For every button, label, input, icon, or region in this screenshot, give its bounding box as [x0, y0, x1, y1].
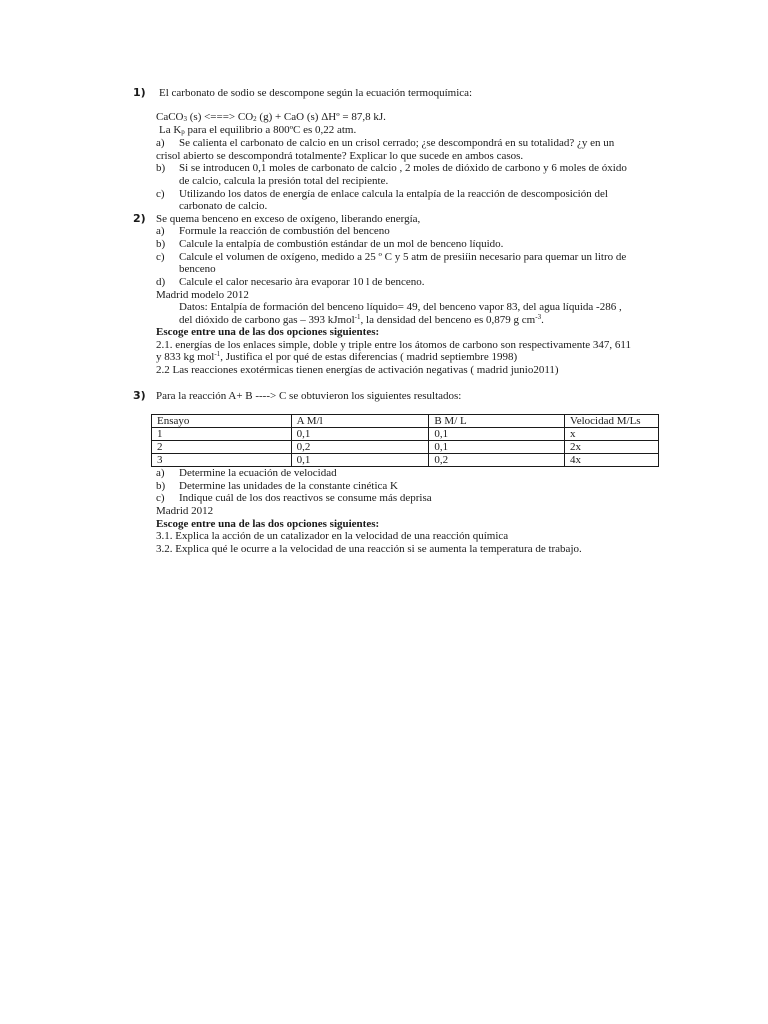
question-1-number: 1) [133, 86, 146, 99]
table-cell: 2x [565, 441, 659, 454]
item-text: Si se introducen 0,1 moles de carbonato de calcio , 2 moles de dióxido de carbono y 6 moles de óxido [179, 162, 627, 174]
item-label: b) [156, 162, 166, 174]
question-2-option-1-cont: y 833 kg mol$^{-1}$, Justifica el por qué de estas diferencias ( madrid septiembre 1998) [156, 350, 518, 363]
table-cell: 0,1 [429, 441, 565, 454]
item-text: Calcule la entalpía de combustión estándar de un mol de benceno líquido. [179, 238, 504, 250]
item-label: d) [156, 276, 166, 288]
table-row [152, 441, 659, 454]
question-2-datos-line1: Datos: Entalpía de formación del benceno líquido= 49, del benceno vapor 83, del agua líquida -286 , [179, 301, 622, 313]
item-label: b) [156, 238, 166, 250]
table-cell: 0,2 [291, 441, 429, 454]
item-label: a) [156, 467, 165, 479]
table-header-cell: Velocidad M/Ls [565, 415, 659, 428]
table-header-cell: A M/l [291, 415, 429, 428]
question-1-item-a-cont: crisol abierto se descompondrá totalmente? Explicar lo que sucede en ambos casos. [156, 150, 524, 162]
question-3-source: Madrid 2012 [156, 505, 214, 517]
question-1-intro: El carbonato de sodio se descompone según la ecuación termoquímica: [159, 87, 473, 99]
question-2-option-1: 2.1. energías de los enlaces simple, doble y triple entre los átomos de carbono son respectivamente 347, 611 [156, 339, 632, 351]
question-3-choose: Escoge entre una de las dos opciones siguientes: [156, 518, 380, 530]
question-2-option-2: 2.2 Las reacciones exotérmicas tienen energías de activación negativas ( madrid junio2011) [156, 364, 559, 376]
item-text: Utilizando los datos de energía de enlace calcula la entalpía de la reacción de descomposición del [179, 188, 608, 200]
question-1-item-b-cont: de calcio, calcula la presión total del recipiente. [179, 175, 389, 187]
table-row [152, 428, 659, 441]
table-header-row [152, 415, 659, 428]
item-text: Determine las unidades de la constante cinética K [179, 480, 398, 492]
question-2-number: 2) [133, 212, 146, 225]
table-cell: 0,1 [291, 454, 429, 467]
question-3-option-1: 3.1. Explica la acción de un catalizador en la velocidad de una reacción química [156, 530, 509, 542]
question-1-kp: La $K_p$ para el equilibrio a 800ºC es 0,22 atm. [159, 124, 357, 136]
table-header-cell: Ensayo [152, 415, 292, 428]
item-text: Se calienta el carbonato de calcio en un crisol cerrado; ¿se descompondrá en su totalidad? ¿y en un [179, 137, 615, 149]
item-label: c) [156, 251, 165, 263]
question-1-item-c-cont: carbonato de calcio. [179, 200, 268, 212]
item-text: Calcule el calor necesario àra evaporar 10 l de benceno. [179, 276, 425, 288]
table-cell: 3 [152, 454, 292, 467]
question-2-source: Madrid modelo 2012 [156, 289, 249, 301]
table-cell: 0,2 [429, 454, 565, 467]
item-text: Indique cuál de los dos reactivos se consume más deprisa [179, 492, 432, 504]
item-label: a) [156, 137, 165, 149]
table-header-cell: B M/ L [429, 415, 565, 428]
question-3-intro: Para la reacción A+ B ----> C se obtuvieron los siguientes resultados: [156, 390, 462, 402]
question-2-datos-line2: del dióxido de carbono gas – 393 kJmol$^{-1}$, la densidad del benceno es 0,879 g $cm^{-3}$. [179, 313, 544, 326]
results-table [151, 414, 659, 467]
item-label: c) [156, 188, 165, 200]
table-cell: 2 [152, 441, 292, 454]
question-2-intro: Se quema benceno en exceso de oxígeno, liberando energía, [156, 213, 421, 225]
item-text: Calcule el volumen de oxígeno, medido a 25 º C y 5 atm de presiíin necesario para quemar un litro de [179, 251, 627, 263]
table-cell: 0,1 [429, 428, 565, 441]
table-cell: 0,1 [291, 428, 429, 441]
question-3-number: 3) [133, 389, 146, 402]
item-label: b) [156, 480, 166, 492]
question-3-option-2: 3.2. Explica qué le ocurre a la velocidad de una reacción si se aumenta la temperatura de trabajo. [156, 543, 582, 555]
item-text: Determine la ecuación de velocidad [179, 467, 337, 479]
table-cell: x [565, 428, 659, 441]
question-1-equation: CaCO$_3$ (s) <===> $CO_2$ (g) + CaO (s) ΔHº = 87,8 kJ. [156, 111, 386, 123]
item-text: Formule la reacción de combustión del benceno [179, 225, 390, 237]
item-label: a) [156, 225, 165, 237]
question-2-choose: Escoge entre una de las dos opciones siguientes: [156, 326, 380, 338]
item-label: c) [156, 492, 165, 504]
table-row [152, 454, 659, 467]
question-2-item-c-cont: benceno [179, 263, 216, 275]
table-cell: 1 [152, 428, 292, 441]
table-cell: 4x [565, 454, 659, 467]
